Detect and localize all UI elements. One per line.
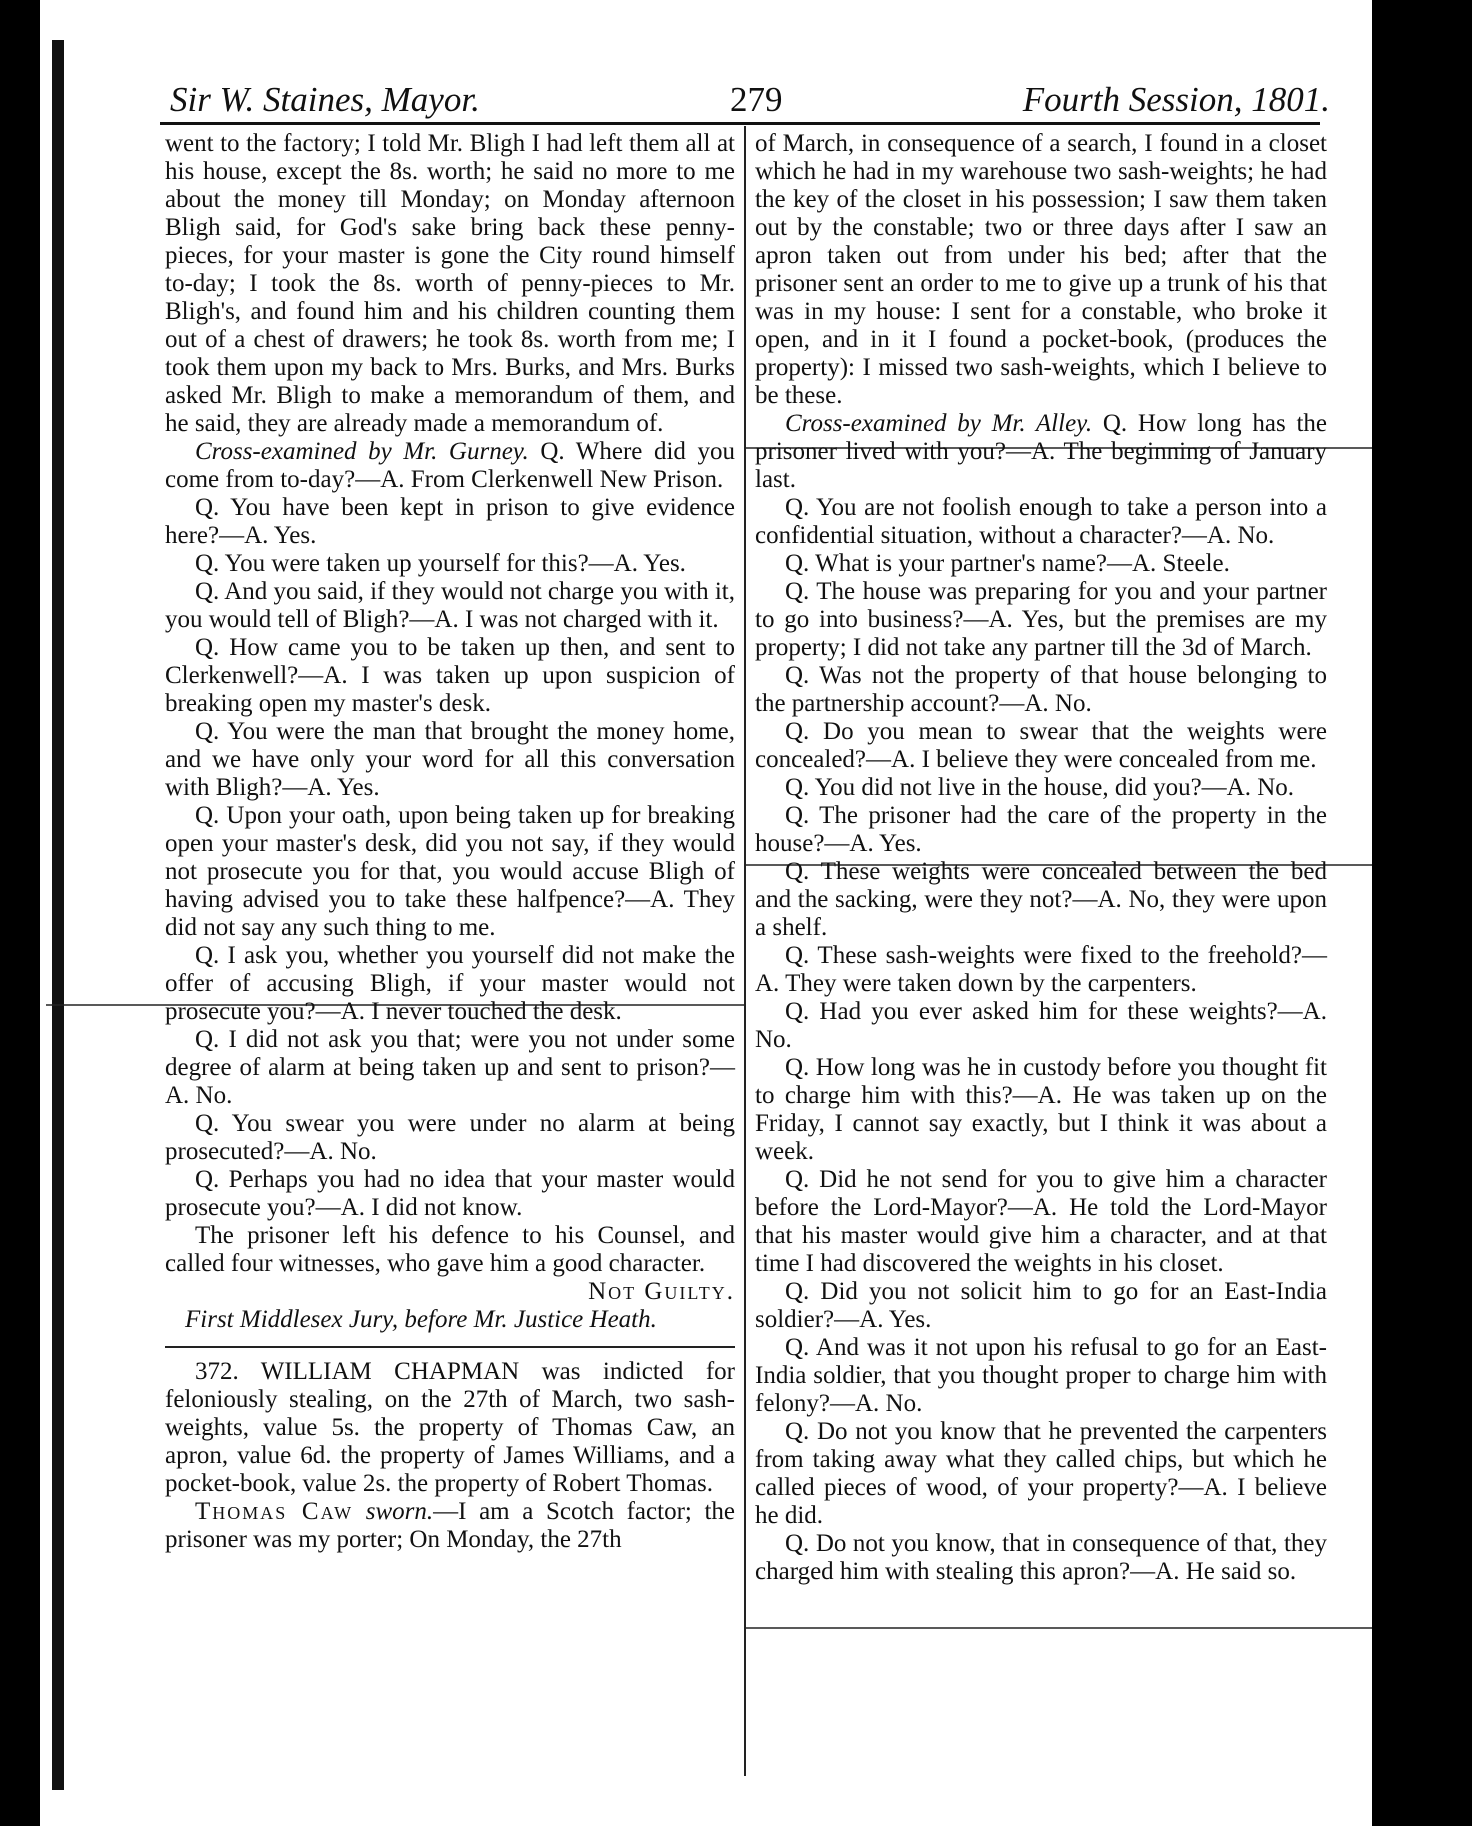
left-column <box>165 130 735 1554</box>
paragraph: Q. You did not live in the house, did you?—A. No. <box>785 774 1295 801</box>
paragraph: Q. You have been kept in prison to give evidence here?—A. Yes. <box>165 494 735 549</box>
paragraph: Q. You swear you were under no alarm at being prosecuted?—A. No. <box>165 1110 735 1165</box>
previous-page-strip <box>52 40 64 1790</box>
header-rule <box>160 122 1320 125</box>
paragraph: went to the factory; I told Mr. Bligh I had left them all at his house, except the 8s. worth; he said no more to me about the money till Monday; on Monday afternoon Bligh said, for God's sake bring back these penny-pieces, for your master is gone the City round himself to-day; I took the 8s. worth of penny-pieces to Mr. Bligh's, and found him and his children counting them out of a chest of drawers; he took 8s. worth from me; I took them upon my back to Mrs. Burks, and Mrs. Burks asked Mr. Bligh to make a memorandum of them, and he said, they are already made a memorandum of. <box>165 130 735 437</box>
paragraph: Q. You were taken up yourself for this?—A. Yes. <box>195 550 686 577</box>
paragraph: Q. What is your partner's name?—A. Steele. <box>785 550 1230 577</box>
paragraph: Q. Perhaps you had no idea that your master would prosecute you?—A. I did not know. <box>165 1166 735 1221</box>
paragraph-text: Q. Where did you come from to-day?—A. From Clerkenwell New Prison. <box>165 438 735 493</box>
paragraph: Q. Was not the property of that house belonging to the partnership account?—A. No. <box>755 662 1327 717</box>
paragraph: Q. Had you ever asked him for these weights?—A. No. <box>755 998 1327 1053</box>
paragraph: Q. These weights were concealed between the bed and the sacking, were they not?—A. No, they were upon a shelf. <box>755 858 1327 941</box>
paragraph: The prisoner left his defence to his Counsel, and called four witnesses, who gave him a good character. <box>165 1222 735 1277</box>
witness-name: Thomas Caw <box>195 1498 354 1525</box>
paragraph: Q. How came you to be taken up then, and sent to Clerkenwell?—A. I was taken up upon suspicion of breaking open my master's desk. <box>165 634 735 717</box>
paragraph: Q. Do not you know that he prevented the carpenters from taking away what they called chips, but which he called pieces of wood, of your property?—A. I believe he did. <box>755 1418 1327 1529</box>
paragraph: Q. I did not ask you that; were you not under some degree of alarm at being taken up and sent to prison?—A. No. <box>165 1026 735 1109</box>
header-right: Fourth Session, 1801. <box>1022 80 1330 119</box>
paragraph: Q. Do you mean to swear that the weights were concealed?—A. I believe they were concealed from me. <box>755 718 1327 773</box>
cross-exam-label: Cross-examined by Mr. Alley. <box>785 410 1093 437</box>
paragraph: Q. Upon your oath, upon being taken up for breaking open your master's desk, did you not say, if they would not prosecute you for that, you would accuse Bligh of having advised you to take these halfpence?—A. They did not say any such thing to me. <box>165 802 735 941</box>
header-left: Sir W. Staines, Mayor. <box>170 80 480 119</box>
column-rule <box>744 126 746 1776</box>
case-paragraph: 372. WILLIAM CHAPMAN was indicted for feloniously stealing, on the 27th of March, two sash-weights, value 5s. the property of Thomas Caw, an apron, value 6d. the property of James Williams, and a pocket-book, value 2s. the property of Robert Thomas. <box>165 1358 735 1497</box>
paragraph: Q. These sash-weights were fixed to the freehold?—A. They were taken down by the carpenters. <box>755 942 1327 997</box>
paragraph: Q. And you said, if they would not charge you with it, you would tell of Bligh?—A. I was not charged with it. <box>165 578 735 633</box>
witness-paragraph <box>165 1498 735 1554</box>
paragraph: Q. Did you not solicit him to go for an East-India soldier?—A. Yes. <box>755 1278 1327 1333</box>
jury-line: First Middlesex Jury, before Mr. Justice Heath. <box>185 1306 657 1333</box>
verdict: Not Guilty. <box>588 1278 735 1305</box>
paragraph: Q. The house was preparing for you and your partner to go into business?—A. Yes, but the premises are my property; I did not take any partner till the 3d of March. <box>755 578 1327 661</box>
paragraph: Q. How long was he in custody before you thought fit to charge him with this?—A. He was taken up on the Friday, I cannot say exactly, but I think it was about a week. <box>755 1054 1327 1165</box>
witness-sworn: sworn. <box>365 1498 434 1525</box>
paragraph: Q. And was it not upon his refusal to go for an East-India soldier, that you thought proper to charge him with felony?—A. No. <box>755 1334 1327 1417</box>
paragraph: of March, in consequence of a search, I found in a closet which he had in my warehouse two sash-weights; he had the key of the closet in his possession; I saw them taken out by the constable; two or three days after I saw an apron taken out from under his bed; after that the prisoner sent an order to me to give up a trunk of his that was in my house: I sent for a constable, who broke it open, and in it I found a pocket-book, (produces the property): I missed two sash-weights, which I believe to be these. <box>755 130 1327 409</box>
page-edge-left <box>0 0 40 1826</box>
cross-exam-label: Cross-examined by Mr. Gurney. <box>195 438 529 465</box>
paragraph: Q. I ask you, whether you yourself did not make the offer of accusing Bligh, if your master would not prosecute you?—A. I never touched the desk. <box>165 942 735 1025</box>
paragraph: Q. You were the man that brought the money home, and we have only your word for all this conversation with Bligh?—A. Yes. <box>165 718 735 801</box>
paragraph: Q. You are not foolish enough to take a person into a confidential situation, without a character?—A. No. <box>755 494 1327 549</box>
paragraph: Q. Did he not send for you to give him a character before the Lord-Mayor?—A. He told the Lord-Mayor that his master would give him a character, and at that time I had discovered the weights in his closet. <box>755 1166 1327 1277</box>
paragraph-text: Q. How long has the prisoner lived with you?—A. The beginning of January last. <box>755 410 1328 493</box>
page-number: 279 <box>730 80 783 119</box>
page-edge-right <box>1372 0 1472 1826</box>
paragraph: Q. Do not you know, that in consequence of that, they charged him with stealing this apron?—A. He said so. <box>755 1530 1327 1585</box>
case-separator <box>165 1346 735 1348</box>
cross-exam-paragraph <box>165 438 735 494</box>
paragraph: Q. The prisoner had the care of the property in the house?—A. Yes. <box>755 802 1327 857</box>
right-column <box>755 130 1327 1586</box>
cross-exam-paragraph <box>755 410 1327 494</box>
witness-text: —I am a Scotch factor; the prisoner was my porter; On Monday, the 27th <box>165 1498 735 1553</box>
